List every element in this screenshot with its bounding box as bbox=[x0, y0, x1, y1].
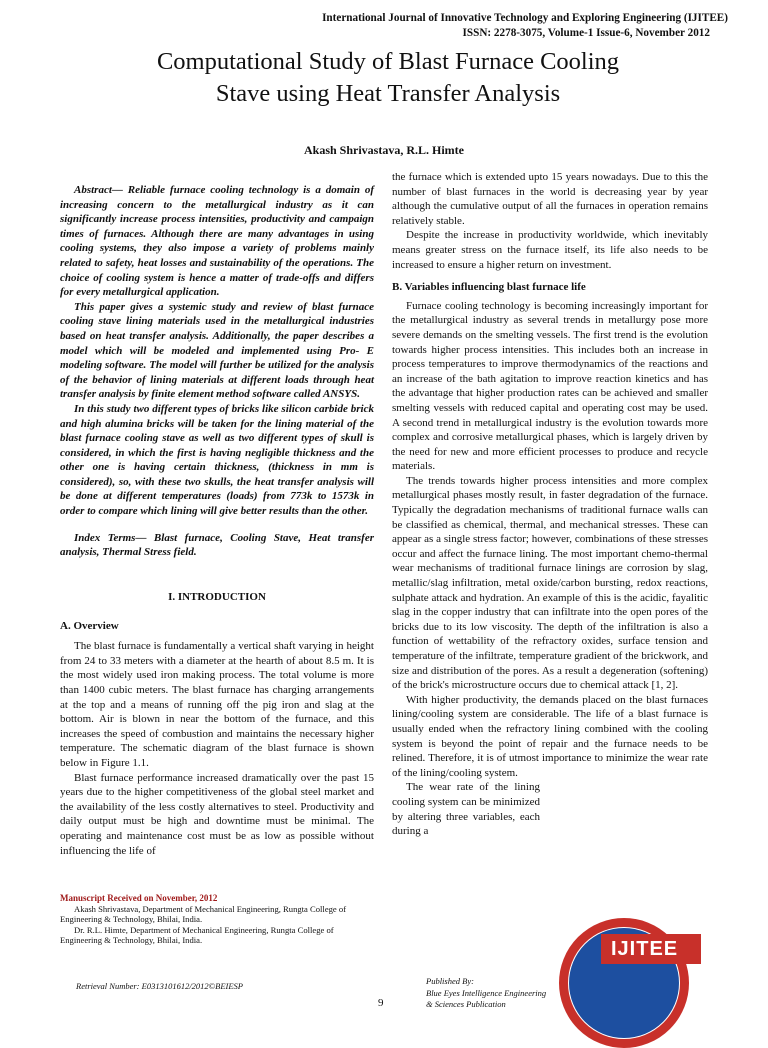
manuscript-received: Manuscript Received on November, 2012 bbox=[60, 893, 218, 903]
publisher-line-2: Blue Eyes Intelligence Engineering bbox=[426, 987, 547, 998]
subsection-heading-overview: A. Overview bbox=[60, 619, 119, 632]
abstract bbox=[60, 183, 374, 560]
publisher-line-3: & Sciences Publication bbox=[426, 999, 506, 1009]
footnote bbox=[60, 893, 376, 946]
title-line-1: Computational Study of Blast Furnace Cooling bbox=[156, 48, 620, 75]
right-paragraph-3: Furnace cooling technology is becoming increasingly important for the metallurgical industry as several trends in metallurgy pose more severe demands on the smelting vessels. The first trend is the evolution towards higher process intensities. This includes both an increase in process temperatures to improve thermodynamics of the reactions and an increase of the bath agitation to improve reaction kinetics and has the advantage that higher production rates can be achieved and smaller smelting vessels with reduced capital and operating cost may be used. A second trend in metallurgical industry is the evolution towards more complex and corrosive metallurgical phases, which is largely driven by the need for new and more efficient processes to produce and recycle materials. bbox=[392, 299, 708, 473]
publisher-line-1: Published By: bbox=[426, 976, 474, 986]
right-paragraph-1: the furnace which is extended upto 15 years nowadays. Due to this the number of blast furnaces in the world is decreasing year by year although the cumulative output of all the furnaces in operation remains relatively stable. bbox=[392, 171, 708, 227]
publisher bbox=[426, 976, 546, 1011]
page-number: 9 bbox=[378, 997, 384, 1009]
right-paragraph-6: The wear rate of the lining cooling system can be minimized by altering three variables, each during a bbox=[392, 781, 540, 838]
subsection-heading-variables: B. Variables influencing blast furnace life bbox=[392, 281, 586, 294]
introduction bbox=[60, 590, 374, 858]
index-terms: Index Terms— Blast furnace, Cooling Stave, Heat transfer analysis, Thermal Stress field. bbox=[60, 531, 374, 559]
ijitee-logo bbox=[551, 912, 701, 1024]
journal-header: International Journal of Innovative Technology and Exploring Engineering (IJITEE) bbox=[322, 12, 728, 24]
paper-title bbox=[60, 46, 716, 110]
right-paragraph-5: With higher productivity, the demands placed on the blast furnaces lining/cooling system are considerable. The life of a blast furnace is usually ended when the refractory lining combined with the cooling system is beyond the point of repair and the furnace needs to be relined. Therefore, it is of utmost importance to minimize the wear rate of the lining/cooling system. bbox=[392, 693, 708, 779]
issn-header: ISSN: 2278-3075, Volume-1 Issue-6, November 2012 bbox=[462, 27, 710, 39]
retrieval-number: Retrieval Number: E0313101612/2012©BEIESP bbox=[76, 981, 243, 991]
right-column bbox=[392, 170, 708, 839]
abstract-paragraph-1: Abstract— Reliable furnace cooling technology is a domain of increasing concern to the metallurgical industry as it can significantly increase process intensities, productivity and campaign times of furnaces. Although there are many advantages in using cooling systems, they also impose a variety of problems mainly related to safety, heat losses and sustainability of the operations. The choice of cooling system is hence a matter of trade-offs and differs for every metallurgical application. bbox=[60, 184, 374, 299]
intro-paragraph-1: The blast furnace is fundamentally a vertical shaft varying in height from 24 to 33 meters with a diameter at the hearth of about 8.5 m. It is the most widely used iron making process. The total volume is more than 1400 cubic meters. The blast furnace has charging arrangements at the top and a means of running off the pig iron and slag at the bottom. Air is blown in near the bottom of the furnace, and this increases the speed of combustion and maintains the necessary higher temperature. The schematic diagram of the blast furnace is shown below in Figure 1.1. bbox=[60, 640, 374, 769]
abstract-paragraph-3: In this study two different types of bricks like silicon carbide brick and high alumina bricks will be taken for the lining material of the blast furnace cooling stave as well as two different types of skull is considered, in which the first is having negligible thickness and the other one is having certain thickness, (thickness in mm is considered), so, with these two skulls, the heat transfer analysis will be done at different temperatures (loads) from 773k to 1573k in order to compare which lining will give better results than the other. bbox=[60, 402, 374, 518]
author-affiliation-2: Dr. R.L. Himte, Department of Mechanical Engineering, Rungta College of Engineering & Technology, Bhilai, India. bbox=[60, 924, 334, 946]
abstract-paragraph-2: This paper gives a systemic study and review of blast furnace cooling stave lining materials used in the metallurgical industries based on heat transfer analysis. Additionally, the paper describes a model which will be modeled and implemented using Pro- E modeling software. The model will further be utilized for the analysis of the behavior of lining materials at different loads through heat transfer analysis by finite element method software called ANSYS. bbox=[60, 300, 374, 401]
intro-paragraph-2: Blast furnace performance increased dramatically over the past 15 years due to the higher competitiveness of the global steel market and the availability of the less costly alternatives to steel. Productivity and daily output must be high and downtime must be minimal. The operating and maintenance cost must be as low as possible without influencing the life of bbox=[60, 771, 374, 857]
right-paragraph-4: The trends towards higher process intensities and more complex metallurgical phases mostly result, in faster degradation of the furnace. Typically the degradation mechanisms of traditional furnace walls can be classified as chemical, thermal, and mechanical stresses. These can appear as a single stress factor; however, combinations of these stresses occur and affect the furnace lining. The most important chemo-thermal wear mechanisms of traditional furnace linings are corrosion by slag, metallic/slag infiltration, metal oxide/carbon bursting, redox reactions, sulphate attack and hydration. An example of this is the acidic, fayalitic slag in the copper industry that can infiltrate into the open pores of the bricks due to its low viscosity. The depth of the infiltration is also a function of wettability of the refractory oxides, surface tension and temperature of the infiltrate, temperature gradient of the brickwork, and size and distribution of the pores. As a result a degeneration (softening) of the brick's microstructure occurs due to chemical attack [1, 2]. bbox=[392, 474, 708, 692]
author-affiliation-1: Akash Shrivastava, Department of Mechanical Engineering, Rungta College of Engineering & Technology, Bhilai, India. bbox=[60, 903, 347, 925]
section-heading-introduction: I. INTRODUCTION bbox=[168, 591, 266, 603]
title-line-2: Stave using Heat Transfer Analysis bbox=[215, 80, 561, 107]
logo-wordmark: IJITEE bbox=[601, 934, 701, 964]
authors: Akash Shrivastava, R.L. Himte bbox=[303, 143, 464, 157]
right-paragraph-2: Despite the increase in productivity worldwide, which inevitably means greater stress on the furnace itself, its life also needs to be increased to ensure a higher return on investment. bbox=[392, 229, 708, 271]
